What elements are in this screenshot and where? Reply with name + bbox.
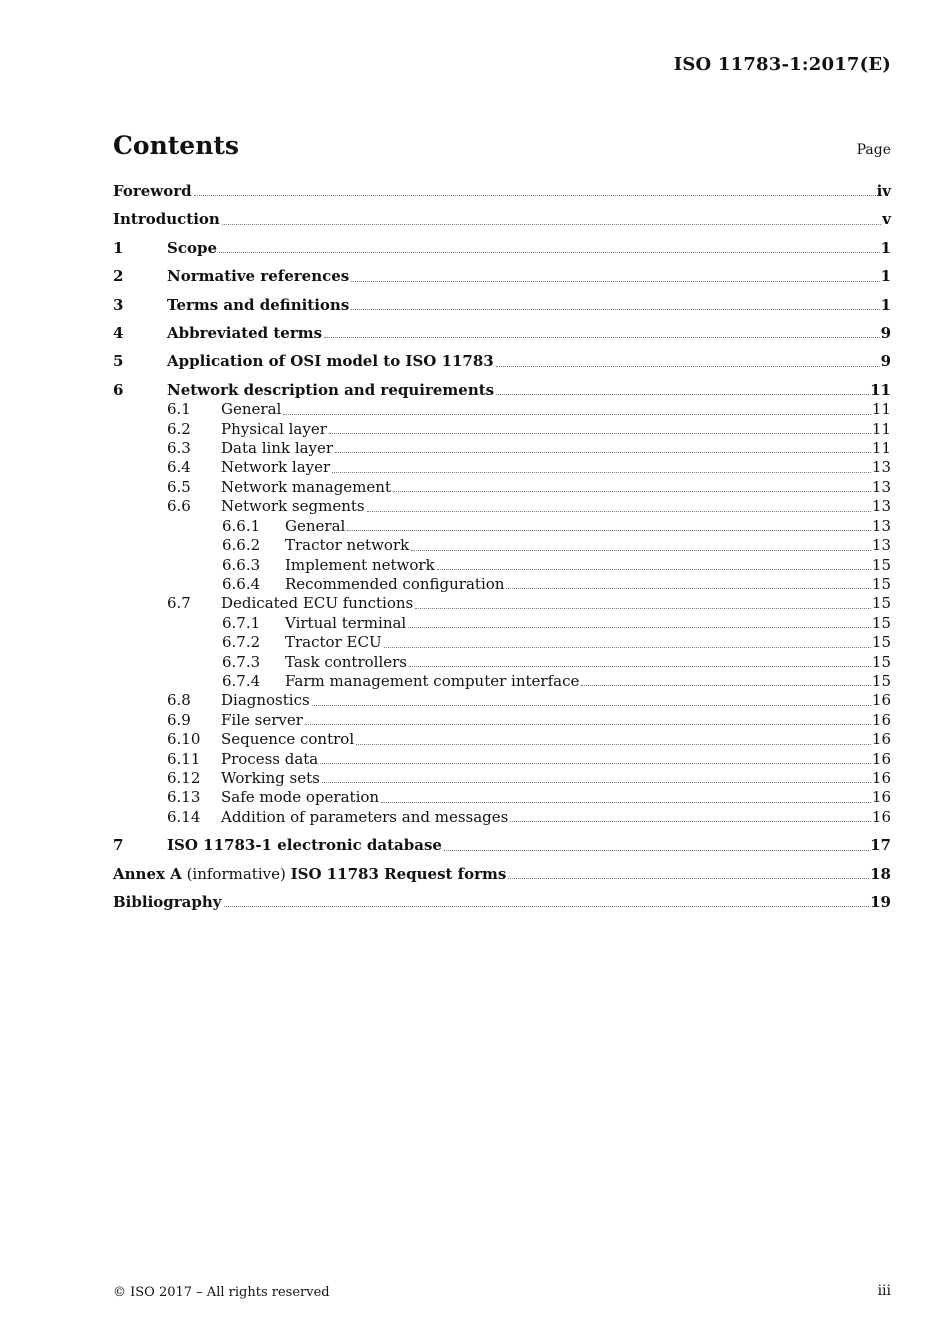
dot-leader [283, 413, 871, 415]
dot-leader [322, 781, 871, 783]
toc-entry-title: Task controllers [285, 652, 407, 671]
toc-entry-number: 6.7.4 [222, 671, 261, 690]
toc-entry[interactable] [113, 711, 891, 730]
toc-entry[interactable] [113, 808, 891, 827]
toc-entry[interactable] [113, 478, 891, 497]
toc-entry-title: General [285, 516, 346, 535]
toc-entry-title: Application of OSI model to ISO 11783 [167, 352, 494, 371]
dot-leader [219, 251, 880, 253]
toc-entry[interactable] [113, 296, 891, 315]
toc-entry[interactable] [113, 182, 891, 201]
toc-entry[interactable] [113, 575, 891, 594]
dot-leader [444, 849, 869, 851]
toc-entry-page: 15 [871, 613, 891, 632]
dot-leader [581, 684, 871, 686]
toc-entry-title: Abbreviated terms [167, 324, 323, 343]
copyright-notice: © ISO 2017 – All rights reserved [113, 1285, 330, 1300]
toc-entry-number: 6.14 [167, 807, 201, 826]
toc-entry-page: 15 [871, 555, 891, 574]
table-of-contents [113, 182, 891, 912]
contents-title: Contents [113, 131, 240, 160]
dot-leader [384, 646, 871, 648]
dot-leader [347, 529, 871, 531]
toc-entry-number: 6 [113, 380, 124, 399]
toc-entry-page: 1 [880, 238, 891, 257]
toc-entry[interactable] [113, 730, 891, 749]
dot-leader [496, 393, 869, 395]
toc-entry-page: 16 [871, 807, 891, 826]
toc-entry-number: 6.8 [167, 691, 191, 710]
toc-entry[interactable] [113, 210, 891, 229]
dot-leader [324, 336, 879, 338]
dot-leader [335, 451, 871, 453]
dot-leader [305, 723, 871, 725]
toc-entry-title: Normative references [167, 267, 350, 286]
toc-entry-title: Terms and definitions [167, 295, 350, 314]
dot-leader [351, 308, 879, 310]
dot-leader [351, 280, 879, 282]
toc-entry-page: 19 [870, 893, 891, 911]
toc-entry-page: 15 [871, 574, 891, 593]
toc-entry-number: 5 [113, 352, 124, 371]
toc-entry-number: 6.7.2 [222, 633, 261, 652]
toc-entry-page: 11 [871, 419, 891, 438]
toc-entry-page: 13 [871, 536, 891, 555]
toc-entry-number: 6.13 [167, 788, 201, 807]
toc-entry-page: 16 [871, 730, 891, 749]
toc-entry-title: Tractor ECU [285, 633, 382, 652]
toc-entry[interactable] [113, 267, 891, 286]
toc-entry[interactable] [113, 400, 891, 419]
toc-entry-title: Dedicated ECU functions [221, 594, 414, 613]
toc-entry[interactable] [113, 865, 891, 884]
toc-entry-title: Physical layer [221, 419, 327, 438]
toc-entry-number: 6.3 [167, 439, 191, 458]
toc-entry[interactable] [113, 672, 891, 691]
page-number: iii [877, 1283, 891, 1299]
toc-entry-title [113, 865, 506, 884]
toc-entry-number: 6.11 [167, 749, 201, 768]
toc-entry-title: Virtual terminal [285, 613, 407, 632]
dot-leader [510, 820, 871, 822]
toc-entry-number: 3 [113, 295, 124, 314]
toc-entry-title: Foreword [113, 182, 192, 200]
toc-entry-page: 15 [871, 671, 891, 690]
toc-entry-number: 6.6.4 [222, 574, 261, 593]
toc-entry[interactable] [113, 381, 891, 400]
toc-entry-number: 6.10 [167, 730, 201, 749]
toc-entry[interactable] [113, 769, 891, 788]
document-id: ISO 11783-1:2017(E) [673, 54, 891, 75]
toc-entry-title: Data link layer [221, 439, 334, 458]
toc-entry-number: 6.1 [167, 400, 191, 419]
toc-entry-page: 17 [870, 836, 891, 855]
toc-entry-number: 6.7.1 [222, 613, 261, 632]
dot-leader [437, 568, 871, 570]
toc-entry-number: 6.7 [167, 594, 191, 613]
toc-entry-page: 16 [871, 691, 891, 710]
toc-entry-page: 16 [871, 749, 891, 768]
page-column-label: Page [856, 142, 891, 158]
toc-entry[interactable] [113, 556, 891, 575]
toc-entry[interactable] [113, 836, 891, 855]
toc-entry-number: 6.6.2 [222, 536, 261, 555]
toc-entry[interactable] [113, 614, 891, 633]
toc-entry[interactable] [113, 458, 891, 477]
toc-entry[interactable] [113, 691, 891, 710]
toc-entry-page: 13 [871, 458, 891, 477]
toc-entry-number: 6.7.3 [222, 652, 261, 671]
toc-entry-page: 18 [870, 864, 891, 883]
toc-entry[interactable] [113, 536, 891, 555]
toc-entry-title: Safe mode operation [221, 788, 380, 807]
toc-entry-number: 7 [113, 836, 124, 855]
dot-leader [224, 905, 870, 907]
toc-entry-number: 2 [113, 267, 124, 286]
toc-entry-title: ISO 11783-1 electronic database [167, 836, 442, 855]
toc-entry-number: 6.6.3 [222, 555, 261, 574]
toc-entry-title: Tractor network [285, 536, 410, 555]
toc-entry-number: 6.9 [167, 710, 191, 729]
toc-entry[interactable] [113, 893, 891, 912]
dot-leader [194, 194, 876, 196]
toc-entry[interactable] [113, 653, 891, 672]
toc-entry-number: 6.6.1 [222, 516, 261, 535]
annex-label: Annex A [113, 864, 182, 883]
toc-entry-title: Working sets [221, 768, 320, 787]
toc-entry-title: File server [221, 710, 303, 729]
dot-leader [415, 607, 871, 609]
toc-entry-page: 15 [871, 652, 891, 671]
toc-entry[interactable] [113, 633, 891, 652]
toc-entry[interactable] [113, 594, 891, 613]
toc-entry-page: 16 [871, 768, 891, 787]
toc-entry-title: Process data [221, 749, 319, 768]
toc-entry[interactable] [113, 750, 891, 769]
dot-leader [312, 704, 871, 706]
toc-entry[interactable] [113, 517, 891, 536]
toc-entry-title: Introduction [113, 210, 220, 229]
dot-leader [356, 743, 871, 745]
toc-entry[interactable] [113, 239, 891, 258]
toc-entry-number: 4 [113, 324, 124, 343]
toc-entry-page: 15 [871, 633, 891, 652]
toc-entry-title: Implement network [285, 555, 435, 574]
toc-entry[interactable] [113, 497, 891, 516]
toc-entry-title: General [221, 400, 282, 419]
toc-entry-title: Network segments [221, 497, 365, 516]
toc-entry-page: 1 [880, 295, 891, 314]
dot-leader [506, 587, 870, 589]
toc-entry-number: 6.12 [167, 768, 201, 787]
toc-entry-number: 6.6 [167, 497, 191, 516]
dot-leader [320, 762, 871, 764]
toc-entry-page: iv [876, 182, 891, 200]
dot-leader [367, 510, 871, 512]
dot-leader [409, 665, 871, 667]
toc-entry-title: Network layer [221, 458, 331, 477]
toc-entry-title: Addition of parameters and messages [221, 807, 509, 826]
toc-entry-number: 6.5 [167, 477, 191, 496]
toc-entry-page: 16 [871, 788, 891, 807]
toc-entry-title: Network management [221, 477, 391, 496]
dot-leader [408, 626, 871, 628]
toc-entry-page: v [882, 210, 891, 229]
toc-entry-page: 11 [870, 380, 891, 399]
toc-entry[interactable] [113, 352, 891, 371]
toc-entry-number: 6.2 [167, 419, 191, 438]
toc-entry-title: Network description and requirements [167, 380, 495, 399]
toc-entry-title: Scope [167, 238, 218, 257]
toc-entry-page: 11 [871, 439, 891, 458]
toc-entry-page: 11 [871, 400, 891, 419]
toc-entry-page: 13 [871, 516, 891, 535]
toc-entry-title: Recommended configuration [285, 574, 505, 593]
toc-entry-number: 6.4 [167, 458, 191, 477]
dot-leader [496, 365, 880, 367]
dot-leader [381, 801, 871, 803]
toc-entry[interactable] [113, 439, 891, 458]
toc-entry-page: 9 [880, 324, 891, 343]
toc-entry-page: 13 [871, 477, 891, 496]
toc-entry-page: 13 [871, 497, 891, 516]
dot-leader [222, 223, 881, 225]
toc-entry[interactable] [113, 420, 891, 439]
toc-entry-title: Diagnostics [221, 691, 310, 710]
toc-entry[interactable] [113, 788, 891, 807]
toc-entry-title: Farm management computer interface [285, 671, 580, 690]
toc-entry-number: 1 [113, 238, 124, 257]
toc-entry-page: 9 [880, 352, 891, 371]
toc-entry-page: 15 [871, 594, 891, 613]
dot-leader [411, 549, 871, 551]
annex-type: (informative) [181, 864, 291, 883]
dot-leader [332, 471, 871, 473]
dot-leader [508, 877, 869, 879]
toc-entry-title: Bibliography [113, 893, 222, 911]
dot-leader [329, 432, 871, 434]
toc-entry[interactable] [113, 324, 891, 343]
toc-entry-page: 16 [871, 710, 891, 729]
toc-entry-page: 1 [880, 267, 891, 286]
toc-entry-title: Sequence control [221, 730, 355, 749]
annex-title: ISO 11783 Request forms [290, 864, 507, 883]
dot-leader [393, 490, 871, 492]
